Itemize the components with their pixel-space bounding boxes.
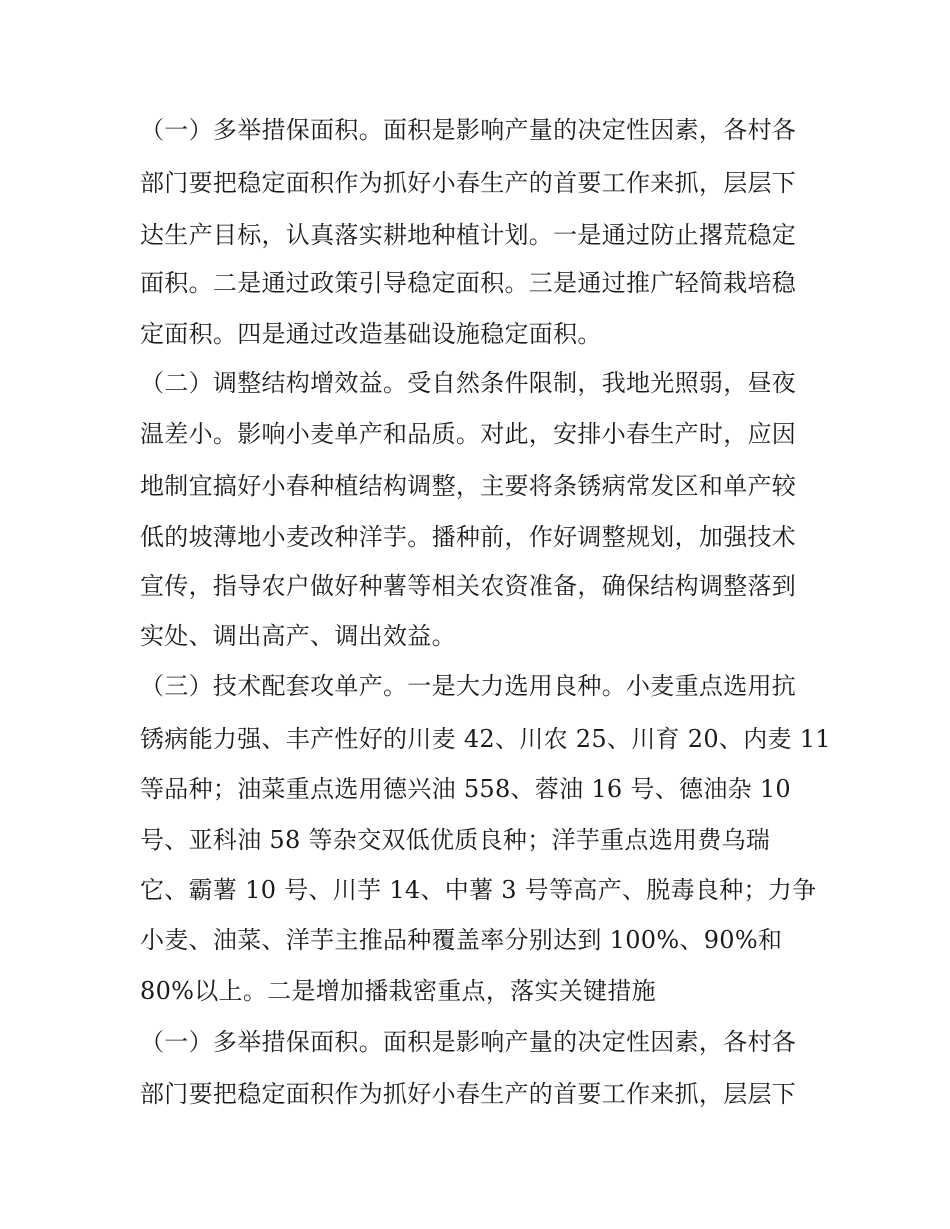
text-line: 部门要把稳定面积作为抓好小春生产的首要工作来抓，层层下 [140,1080,797,1108]
text-line: （一）多举措保面积。面积是影响产量的决定性因素，各村各 [140,116,797,144]
text-line: 面积。二是通过政策引导稳定面积。三是通过推广轻简栽培稳 [140,269,797,297]
text-line: 宣传，指导农户做好种薯等相关农资准备，确保结构调整落到 [140,572,797,600]
text-line: 它、霸薯 10 号、川芋 14、中薯 3 号等高产、脱毒良种；力争 [140,876,817,904]
text-line: 地制宜搞好小春种植结构调整，主要将条锈病常发区和单产较 [140,472,797,500]
text-line: （二）调整结构增效益。受自然条件限制，我地光照弱，昼夜 [140,369,797,397]
text-line: （三）技术配套攻单产。一是大力选用良种。小麦重点选用抗 [140,672,797,700]
text-line: 定面积。四是通过改造基础设施稳定面积。 [140,320,602,348]
text-line: 部门要把稳定面积作为抓好小春生产的首要工作来抓，层层下 [140,169,797,197]
text-line: 低的坡薄地小麦改种洋芋。播种前，作好调整规划，加强技术 [140,523,797,551]
text-line: 等品种；油菜重点选用德兴油 558、蓉油 16 号、德油杂 10 [140,775,792,803]
text-line: 号、亚科油 58 等杂交双低优质良种；洋芋重点选用费乌瑞 [140,826,771,854]
text-line: 小麦、油菜、洋芋主推品种覆盖率分别达到 100%、90%和 [140,926,783,954]
text-line: 锈病能力强、丰产性好的川麦 42、川农 25、川育 20、内麦 11 [140,725,831,753]
text-line: 达生产目标，认真落实耕地种植计划。一是通过防止撂荒稳定 [140,221,797,249]
text-line: 80%以上。二是增加播栽密重点，落实关键措施 [140,977,656,1005]
text-line: 实处、调出高产、调出效益。 [140,622,456,650]
text-line: 温差小。影响小麦单产和品质。对此，安排小春生产时，应因 [140,420,797,448]
text-line: （一）多举措保面积。面积是影响产量的决定性因素，各村各 [140,1028,797,1056]
